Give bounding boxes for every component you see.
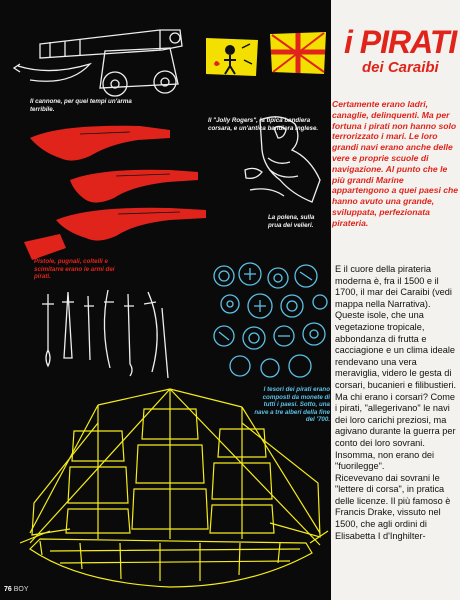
title-main: i PIRATI xyxy=(344,24,457,60)
figurehead-illustration xyxy=(240,110,330,210)
figurehead-caption: La polena, sulla prua dei velieri. xyxy=(268,214,315,229)
title-subtitle: dei Caraibi xyxy=(362,59,439,76)
body-paragraph: E il cuore della pirateria moderna è, fra il 1500 e il 1700, il mar dei Caraibi (vedi mappa nella Narrativa). Queste isole, che una vegetazione tropicale, abbondanza di frutta e cacciagione e un clima ideale rendevano una vera meraviglia, videro le gesta di corsari, bucanieri e filibustieri. Ma chi erano i corsari? Come i pirati, "allegerivano" le navi dei loro carichi preziosi, ma agivano durante la guerra per conto dei loro sovrani. Insomma, non erano dei "fuorilegge". xyxy=(335,264,457,472)
cannon-caption: Il cannone, per quei tempi un'arma terribile. xyxy=(30,98,132,113)
article-intro: Certamente erano ladri, canaglie, delinquenti. Ma per fortuna i pirati non hanno solo terrorizzato i mari. Le loro grandi navi erano anche delle vere e proprie scuole di navigazione. Al punto che le più grandi Marine appartengono a quei paesi che hanno avuto una grande, sviluppata, perfezionata pirateria. xyxy=(332,99,459,228)
daggers-illustration xyxy=(34,288,174,388)
treasure-caption: I tesori dei pirati erano composti da monete di tutti i paesi. Sotto, una nave a tre alberi della fine del '700. xyxy=(254,386,330,424)
magazine-name: BOY xyxy=(13,586,29,593)
article-body xyxy=(335,264,458,542)
english-flag xyxy=(268,30,328,76)
page-number: 76 xyxy=(4,586,12,593)
body-paragraph: Ricevevano dai sovrani le "lettere di corsa", in pratica delle licenze. Il più famoso è Francis Drake, vissuto nel 1500, che agli ordini di Elisabetta I d'Inghilter- xyxy=(335,472,451,541)
jolly-roger-flag xyxy=(204,36,260,78)
cannon-illustration xyxy=(10,6,210,101)
ship-illustration xyxy=(20,383,330,598)
coins-illustration xyxy=(210,262,330,382)
page-folio xyxy=(4,586,29,593)
flag-caption: Il "Jolly Rogers", la tipica bandiera corsara, e un'antica bandiera inglese. xyxy=(208,117,319,132)
article-title xyxy=(344,26,460,75)
weapons-caption: Pistole, pugnali, coltelli e scimitarre erano le armi dei pirati. xyxy=(34,258,115,281)
pistols-illustration xyxy=(20,110,220,270)
